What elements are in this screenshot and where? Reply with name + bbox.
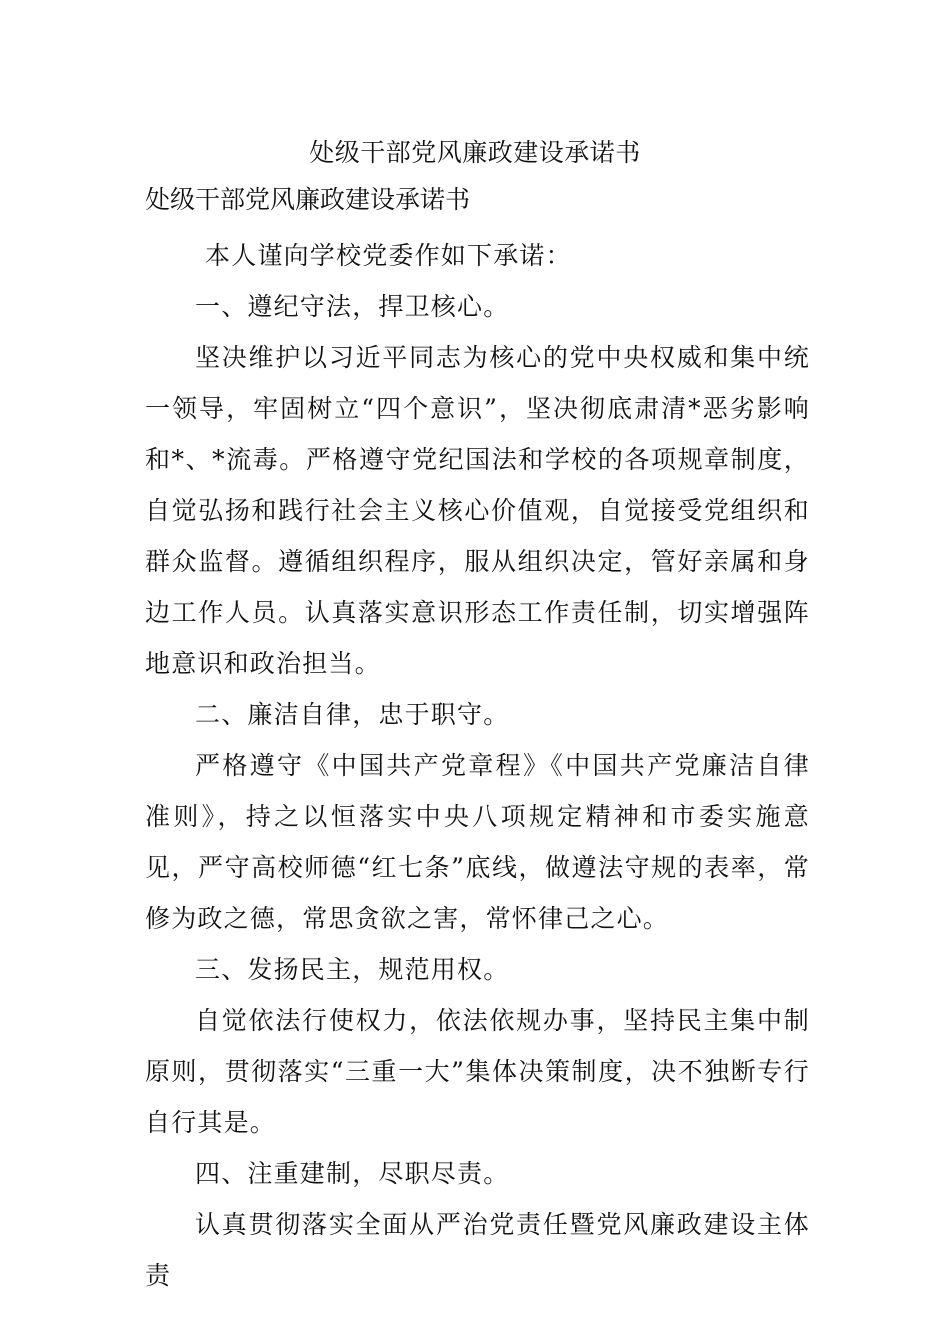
document-body (145, 230, 810, 1301)
section-heading-2: 二、廉洁自律，忠于职守。 (195, 700, 510, 729)
intro-paragraph: 本人谨向学校党委作如下承诺： (205, 241, 572, 270)
document-title: 处级干部党风廉政建设承诺书 (309, 138, 641, 167)
body-paragraph-4: 认真贯彻落实全面从严治党责任暨党风廉政建设主体责 (145, 1210, 810, 1290)
document-subtitle: 处级干部党风廉政建设承诺书 (145, 185, 471, 214)
body-paragraph-2: 严格遵守《中国共产党章程》《中国共产党廉洁自律准则》，持之以恒落实中央八项规定精神和市委实施意见，严守高校师德“红七条”底线，做遵法守规的表率，常修为政之德，常思贪欲之害，常怀律己之心。 (145, 751, 810, 933)
section-heading-3: 三、发扬民主，规范用权。 (195, 955, 510, 984)
body-paragraph-1: 坚决维护以习近平同志为核心的党中央权威和集中统一领导，牢固树立“四个意识”，坚决彻底肃清*恶劣影响和*、*流毒。严格遵守党纪国法和学校的各项规章制度，自觉弘扬和践行社会主义核心价值观，自觉接受党组织和群众监督。遵循组织程序，服从组织决定，管好亲属和身边工作人员。认真落实意识形态工作责任制，切实增强阵地意识和政治担当。 (145, 343, 810, 678)
section-heading-4: 四、注重建制，尽职尽责。 (195, 1159, 510, 1188)
section-heading-1: 一、遵纪守法，捍卫核心。 (195, 292, 510, 321)
body-paragraph-3: 自觉依法行使权力，依法依规办事，坚持民主集中制原则，贯彻落实“三重一大”集体决策制度，决不独断专行自行其是。 (145, 1006, 810, 1137)
